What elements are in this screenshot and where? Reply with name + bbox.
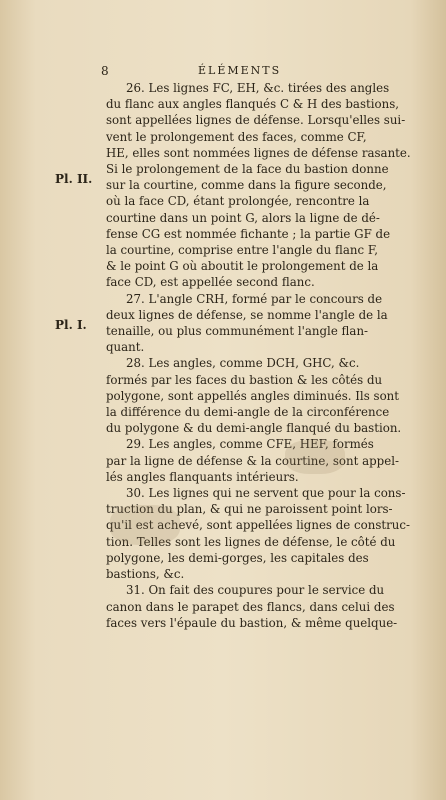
margin-note-plate-i: Pl. I. — [55, 318, 87, 332]
text-line: 31. On fait des coupures pour le service du — [126, 583, 385, 598]
text-line: 29. Les angles, comme CFE, HEF, formés — [126, 437, 374, 452]
running-title: ÉLÉMENTS — [198, 64, 282, 77]
text-line: bastions, &c. — [106, 567, 185, 582]
text-line: polygone, les demi-gorges, les capitales des — [106, 550, 369, 565]
text-line: la courtine, comprise entre l'angle du flanc F, — [106, 243, 378, 258]
text-line: sur la courtine, comme dans la figure seconde, — [106, 178, 387, 193]
text-line: 26. Les lignes FC, EH, &c. tirées des angles — [126, 81, 390, 95]
text-line: deux lignes de défense, se nomme l'angle de la — [106, 307, 388, 322]
margin-note-plate-ii: Pl. II. — [55, 172, 93, 186]
text-line: & le point G où aboutit le prolongement de la — [106, 259, 379, 274]
text-line: Si le prolongement de la face du bastion donne — [106, 162, 389, 177]
text-line: qu'il est achevé, sont appellées lignes de construc- — [106, 518, 410, 533]
text-line: canon dans le parapet des flancs, dans celui des — [106, 599, 395, 614]
text-line: 27. L'angle CRH, formé par le concours de — [126, 291, 383, 306]
text-line: du polygone & du demi-angle flanqué du bastion. — [106, 421, 402, 436]
paragraph-29 — [106, 436, 432, 485]
text-line: par la ligne de défense & la courtine, sont appel- — [106, 453, 399, 468]
text-line: quant. — [106, 340, 145, 355]
text-line: fense CG est nommée fichante ; la partie GF de — [106, 226, 391, 241]
text-line: où la face CD, étant prolongée, rencontre la — [106, 194, 370, 209]
paragraph-27 — [106, 291, 432, 356]
text-line: 30. Les lignes qui ne servent que pour la cons- — [126, 486, 406, 501]
text-line: 28. Les angles, comme DCH, GHC, &c. — [126, 356, 360, 371]
text-line: du flanc aux angles flanqués C & H des bastions, — [106, 97, 400, 112]
text-line: face CD, est appellée second flanc. — [106, 275, 315, 290]
text-line: courtine dans un point G, alors la ligne de dé- — [106, 210, 380, 225]
paper-stain — [285, 440, 345, 474]
text-line: la différence du demi-angle de la circonférence — [106, 405, 390, 420]
page-number: 8 — [101, 64, 109, 78]
text-line: HE, elles sont nommées lignes de défense rasante. — [106, 145, 411, 160]
text-line: sont appellées lignes de défense. Lorsqu'elles sui- — [106, 113, 406, 128]
text-line: lés angles flanquants intérieurs. — [106, 469, 299, 484]
text-line: polygone, sont appellés angles diminués. Ils sont — [106, 388, 400, 403]
text-line: faces vers l'épaule du bastion, & même quelque- — [106, 615, 398, 630]
text-line: tenaille, ou plus communément l'angle flan- — [106, 324, 369, 339]
page-body — [106, 80, 432, 631]
paragraph-31 — [106, 582, 432, 631]
text-line: vent le prolongement des faces, comme CF, — [106, 129, 367, 144]
text-line: formés par les faces du bastion & les côtés du — [106, 372, 383, 387]
paragraph-28 — [106, 355, 432, 436]
text-line: tion. Telles sont les lignes de défense, le côté du — [106, 534, 396, 549]
text-line: truction du plan, & qui ne paroissent point lors- — [106, 502, 393, 517]
paragraph-26 — [106, 80, 432, 291]
paper-stain — [110, 505, 180, 545]
